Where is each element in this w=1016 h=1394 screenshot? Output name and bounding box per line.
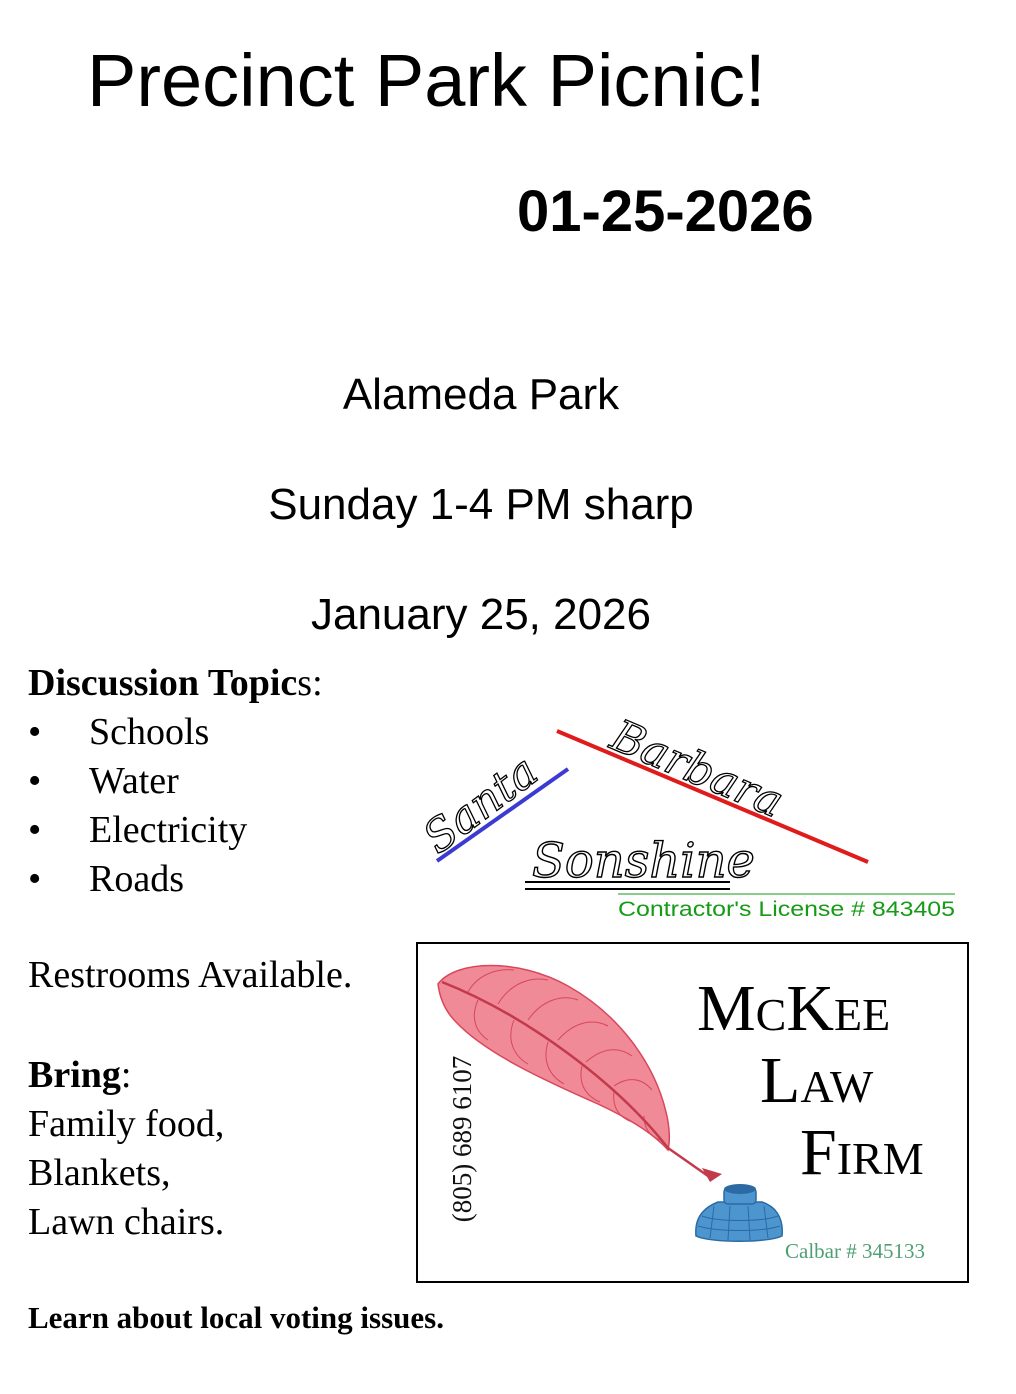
- event-date-numeric: 01-25-2026: [517, 179, 814, 244]
- calbar-number: Calbar # 345133: [785, 1239, 925, 1263]
- restrooms-note: Restrooms Available.: [28, 954, 353, 996]
- bring-heading-bold: Bring: [28, 1054, 121, 1096]
- topic-label: Electricity: [89, 809, 248, 851]
- logo-word-santa: Santa: [413, 745, 548, 864]
- bullet-icon: •: [28, 760, 42, 802]
- law-firm-name-line-3: Firm: [800, 1116, 924, 1189]
- bring-heading-rest: :: [120, 1054, 132, 1096]
- voting-issues-note: Learn about local voting issues.: [28, 1300, 444, 1335]
- topic-label: Schools: [89, 711, 210, 753]
- discussion-heading: [28, 659, 323, 708]
- discussion-heading-rest: s:: [297, 662, 323, 704]
- bullet-icon: •: [28, 858, 42, 900]
- logo-word-sonshine: Sonshine: [532, 833, 755, 889]
- inkwell-mouth: [724, 1184, 756, 1194]
- bring-item: Blankets,: [28, 1152, 171, 1194]
- law-firm-phone: (805) 689 6107: [447, 1055, 477, 1223]
- contractor-logo: [413, 705, 980, 925]
- topic-list-item: [28, 757, 179, 806]
- event-time: Sunday 1-4 PM sharp: [268, 480, 694, 529]
- event-date-long: January 25, 2026: [310, 590, 652, 639]
- law-firm-name-line-1: McKee: [697, 972, 891, 1045]
- event-location: Alameda Park: [342, 370, 620, 419]
- topic-list-item: [28, 708, 209, 757]
- logo-word-barbara: Barbara: [603, 710, 791, 828]
- bring-item: Family food,: [28, 1103, 225, 1145]
- feather-quill-icon: [438, 966, 722, 1183]
- flyer-title: Precinct Park Picnic!: [87, 39, 766, 122]
- inkwell-icon: [696, 1184, 782, 1241]
- bring-heading: [28, 1051, 131, 1100]
- bullet-icon: •: [28, 809, 42, 851]
- law-firm-name-line-2: Law: [760, 1044, 874, 1117]
- topic-label: Roads: [89, 858, 184, 900]
- law-firm-ad: [416, 942, 969, 1283]
- topic-label: Water: [89, 760, 179, 802]
- contractor-license: Contractor's License # 843405: [618, 898, 955, 921]
- topic-list-item: [28, 806, 247, 855]
- topic-list-item: [28, 855, 184, 904]
- discussion-heading-bold: Discussion Topic: [28, 662, 298, 704]
- bring-item: Lawn chairs.: [28, 1201, 225, 1243]
- inkwell-body: [696, 1202, 782, 1241]
- bullet-icon: •: [28, 711, 42, 753]
